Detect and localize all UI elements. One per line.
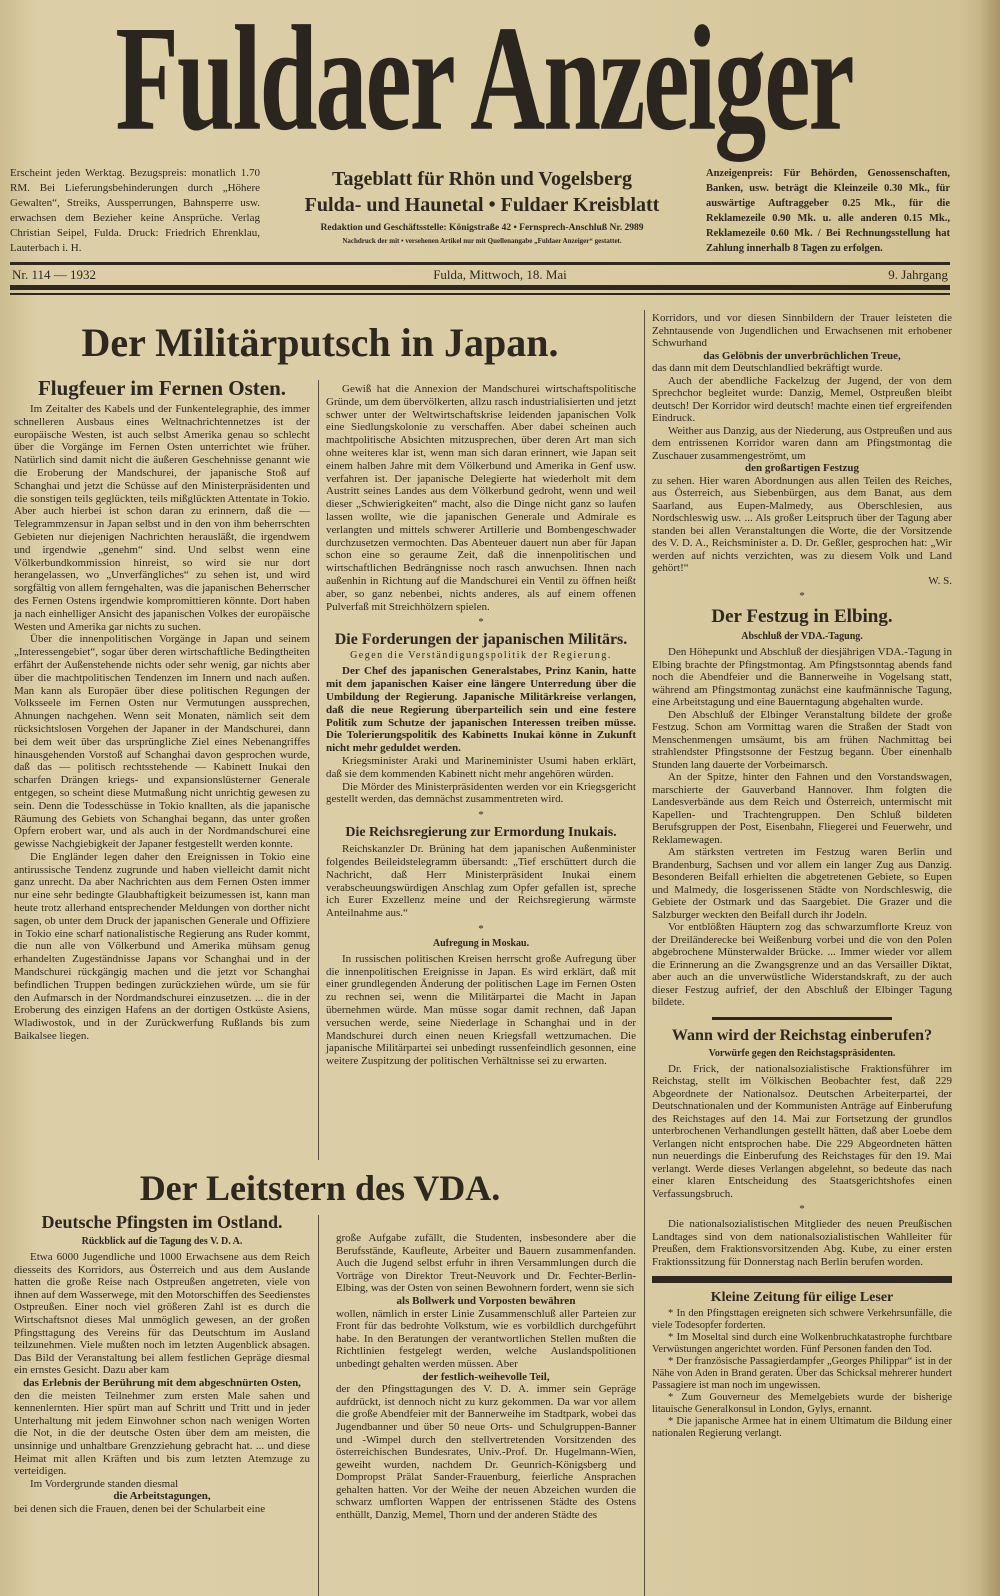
paragraph: Die Mörder des Ministerpräsidenten werden vor ein Kriegsgericht gestellt werden, das demnächst zusammentreten wird.: [326, 780, 636, 806]
news-item: * Im Moseltal sind durch eine Wolkenbruchkatastrophe furchtbare Verwüstungen angerichtet worden. Fünf Personen fanden den Tod.: [652, 1332, 952, 1355]
article-subtitle: Gegen die Verständigungspolitik der Regierung.: [350, 650, 612, 662]
article-flugfeuer: [14, 375, 310, 1043]
paragraph: Auch der abendliche Fackelzug der Jugend, der von dem Sprechchor begleitet wurde: Danzig, Memel, Ostpreußen bleibt deutsch! Der Korridor wird deutsch! machte einen tief ergreifenden Eindruck.: [652, 374, 952, 424]
news-item: * Die japanische Armee hat in einem Ultimatum die Bildung einer nationalen Regierung verlangt.: [652, 1416, 952, 1439]
article-subtitle: Rückblick auf die Tagung des V. D. A.: [81, 1236, 243, 1247]
subscription-notice: Erscheint jeden Werktag. Bezugspreis: monatlich 1.70 RM. Bei Lieferungsbehinderungen durch „Höhere Gewalten“, Streiks, Aussperrungen, Bahnsperre usw. erwachsen dem Bezieher keine Ansprüche. Verlag Christian Seipel, Fulda. Druck: Friedrich Ehrenklau, Lauterbach i. H.: [10, 167, 260, 254]
masthead-center: [266, 166, 698, 246]
paragraph: Den Abschluß der Elbinger Veranstaltung bildete der große Festzug. Schon am Vormittag waren die Straßen der Stadt von Menschenmengen umsäumt, bis am frühen Nachmittag bei strahlendster Pfingstsonne der Festzug begann. Über einenhalb Stunden lang dauerte der Vorbeimarsch.: [652, 708, 952, 771]
masthead-title: Fuldaer Anzeiger: [115, 0, 853, 163]
page-edge: [978, 0, 1000, 1596]
paragraph: den die meisten Teilnehmer zum ersten Male sahen und kennenlernten. Hier spürt man auf Schritt und Tritt und in jeder Unterhaltung mit jedem Einwohner schon nach wenigen Worten die Not, in die der deutsche Osten über dem am meisten, die unsinnige und unhaltbare Grenzziehung gebracht hat. ... und diese Heimat mit allen Kräften und bis zum letzten Atemzuge zu verteidigen.: [14, 1389, 310, 1478]
separator-star: *: [799, 590, 805, 602]
emphasis-line: das Erlebnis der Berührung mit dem abgeschnürten Osten,: [23, 1376, 301, 1389]
article-subtitle: Vorwürfe gegen den Reichstagspräsidenten.: [708, 1047, 896, 1059]
paragraph: Die Engländer legen daher den Ereignissen in Tokio eine antirussische Tendenz zugrunde und haben vielleicht damit nicht ganz unrecht. Da aber Nachrichten aus dem Fernen Osten immer nur eine sehr bedingte Glaubhaftigkeit beizumessen ist, kann man heute trotz allerhand entsprechender Meldungen von dorther nicht sagen, ob unter dem Druck der japanischen Generale und Offiziere in Tokio eine scharf nationalistische Regierung ans Ruder kommt, die nun alle von Völkerbund und Amerika mühsam genug erhandelten Zugeständnisse Japans vor Schanghai und in der Mandschurei rückgängig machen und die jetzt vor Schanghai befindlichen Truppen bedingen zurückziehen würde, um sie für den Aufmarsch in der Nordmandschurei einzusetzen. ... die in der Eroberung des einzigen Hafens an der dortigen Ostküste Asiens, Wladiwostok, und in der Zurückwerfung Rußlands bis zum Baikalsee liegen.: [14, 850, 310, 1043]
separator-star: *: [478, 616, 484, 629]
article-title: Der Festzug in Elbing.: [711, 606, 893, 627]
paragraph: Die nationalsozialistischen Mitglieder des neuen Preußischen Landtages sind von dem nationalsozialistischen Wahlleiter für Preußen, dem Fraktionsvorsitzenden Abg. Kube, zu einer ersten Fraktionssitzung für Donnerstag nach Berlin berufen worden.: [652, 1218, 952, 1268]
separator-star: *: [478, 922, 484, 935]
reprint-note: Nachdruck der mit • versehenen Artikel nur mit Quellenangabe „Fuldaer Anzeiger“ gestattet.: [342, 237, 622, 245]
news-item: * Zum Gouverneur des Memelgebiets wurde der bisherige litauische Generalkonsul in London, Gylys, ernannt.: [652, 1392, 952, 1415]
lead-headline: Der Militärputsch in Japan.: [81, 320, 559, 365]
separator-star: *: [799, 1203, 805, 1215]
paragraph: Etwa 6000 Jugendliche und 1000 Erwachsene aus dem Reich diesseits des Korridors, aus Österreich und aus dem Auslande hatten die große Reise nach Ostpreußen angetreten, viele von ihnen auf dem Wasserwege, mit den Motorschiffen des Seedienstes Ostpreußen. Einer noch viel größeren Zahl ist es durch die Wirtschaftsnot dieses Mal unmöglich gewesen, an der großen Pfingsttagung des Vereins für das Deutschtum im Ausland teilzunehmen. Viele mußten noch im letzten Augenblick absagen. Das Bild der Veranstaltung bei allem festlichen Gepräge diesmal ein ernstes Gesicht. Dazu aber kam: [14, 1251, 310, 1377]
paragraph: Weither aus Danzig, aus der Niederung, aus Ostpreußen und aus dem entrissenen Korridor waren dann am Pfingstmontag die Zuschauer zusammengeströmt, um: [652, 424, 952, 462]
paragraph: Kriegsminister Araki und Marineminister Usumi haben erklärt, daß sie dem kommenden Kabinett nicht mehr angehören würden.: [326, 754, 636, 780]
article-subtitle: Abschluß der VDA.-Tagung.: [741, 631, 863, 642]
news-item: * Der französische Passagierdampfer „Georges Philippar“ ist in der Nähe von Aden in Brand geraten. Über das Schicksal mehrerer hundert Passagiere ist man noch im ungewissen.: [652, 1356, 952, 1391]
emphasis-line: als Bollwerk und Vorposten bewähren: [396, 1294, 576, 1307]
paragraph: Im Zeitalter des Kabels und der Funkentelegraphie, des immer schnelleren Ausbaus eines Weltnachrichtennetzes ist der europäische Westen, ist auch selbst Amerika genau so schlecht über die Vorgänge im Fernen Osten unterrichtet wie früher. Natürlich sind damit nicht die äußeren Geschehnisse genannt wie die Eroberung der Mandschurei, der japanische Stoß auf Schanghai und jetzt die Schüsse auf den Ministerpräsidenten und die sonstigen teils geglückten, teils mißglückten Attentate in Tokio. Aber auch hierbei ist schon daran zu erinnern, daß die — Telegrammzensur in Japan selbst und in den von ihm beherrschten Gebieten nur diejenigen Nachrichten herausläßt, die irgendwem und irgendwie „genehm“ sind. Und selbst wenn eine Völkerbundkommission hinreist, so wird sie nur dort herangelassen, wo „Unverfängliches“ zu sehen ist, und wird sorgfältig von allem ferngehalten, was die japanischen Beherrscher des Fernen Ostens irgendwie kompromittieren könnte. Dort haben ja nach einhelliger Ansicht des japanischen Volkes der europäische Westen und Amerika gar nichts zu suchen.: [14, 403, 310, 633]
paragraph: bei denen sich die Frauen, denen bei der Schularbeit eine: [14, 1502, 266, 1515]
ad-price-notice: Anzeigenpreis: Für Behörden, Genossenschaften, Banken, usw. beträgt die Kleinzeile 0.30 Mk., für auswärtige Auftraggeber 0.25 Mk., für die Reklamezeile 0.90 Mk. u. alle anderen 0.15 Mk., Reklamezeile 0.60 Mk. / Bei Rechnungsstellung hat Zahlung innerhalb 8 Tagen zu erfolgen.: [706, 168, 950, 254]
article-title: Die Forderungen der japanischen Militärs.: [334, 631, 628, 649]
paragraph: Der Chef des japanischen Generalstabes, Prinz Kanin, hatte mit dem japanischen Kaiser eine längere Unterredung über die Umbildung der Regierung. Japanische Militärkreise verlangen, daß die neue Regierung überparteilich sein und eine festere Politik zum Schutze der japanischen Interessen treiben müsse. Die Tolerierungspolitik des Kabinetts Inukai könne in Zukunft nicht mehr geduldet werden.: [326, 665, 636, 755]
paragraph: An der Spitze, hinter den Fahnen und den Vorstandswagen, marschierte der Gauverband Hannover. Ihm folgten die Landesverbände aus dem Reich und Österreich, untermischt mit Kapellen- und Trachtengruppen. Den Schluß bildeten Berufsgruppen der Post, Eisenbahn, Fliegerei und Feuerwehr, und Reklamewagen.: [652, 771, 952, 846]
paragraph: Dr. Frick, der nationalsozialistische Fraktionsführer im Reichstag, stellt im Völkischen Beobachter fest, daß 229 Abgeordnete der Nationalsoz. Deutschen Arbeiterpartei, der Deutschnationalen und der Kommunisten Anträge auf Einberufung des Reichstages auf den 14. Mai zur Fortsetzung der grundlos unterbrochenen Verhandlungen gestellt hätten, daß aber Loebe dem Verlangen nicht entsprochen habe. Die 229 Abgeordneten hätten nun neuerdings die Einberufung des Reichstages für den 19. Mai verlangt. Werde dieses Verlangen abgelehnt, so bedeute das nach einer klaren Entscheidung des Staatsgerichtshofes einen Verfassungsbruch.: [652, 1062, 952, 1200]
paragraph: große Aufgabe zufällt, die Studenten, insbesondere aber die Berufsstände, Kaufleute, Arbeiter und Bauern zusammenfanden. Auch die Jugend selbst erfuhr in ihren Versammlungen durch die Vorträge von Direktor Treut-Neuvork und Dr. Fechter-Berlin-Elbing, was der Osten von seinen Bewohnern fordert, wenn sie sich: [336, 1232, 636, 1295]
paragraph: Im Vordergrunde standen diesmal: [30, 1477, 179, 1490]
rule: [10, 262, 950, 265]
masthead-address: Redaktion und Geschäftsstelle: Königstraße 42 • Fernsprech-Anschluß Nr. 2989: [320, 223, 644, 233]
article-title: Deutsche Pfingsten im Ostland.: [41, 1212, 283, 1232]
paragraph: Über die innenpolitischen Vorgänge in Japan und seinem „Interessengebiet“, sogar über deren wirtschaftliche Bedingtheiten erfährt der Außenstehende nichts oder sehr wenig, gar nichts aber über die machtpolitischen Tendenzen im Innern und nach außen. Man kann als Europäer über diese politischen Regungen der Volksseele im Fernen Osten nur Vermutungen aussprechen, Ahnungen nachgehen. Wenn seit Monaten, nämlich seit dem rücksichtslosen Vorgehen der Japaner in der Mandschurei, dann bei dem weit über das ursprüngliche Ziel eines Nebenangriffes hinausgehenden Vorstoß auf Schanghai davon gesprochen wurde, daß das — politisch rechtsstehende — Kabinett Inukai den scharfen Drängen kriegs- und expansionslüsterner Generale entgegen, so scheint diese Mutmaßung nicht unrichtig gewesen zu sein. Denn die Todesschüsse in Tokio knallten, als die japanische Räumung des Gebiets von Schanghai begann, das unter großen Opfern erobert war, und als auch in der Nordmandschurei eine gewisse Nachgiebigkeit der Japaner festgestellt werden konnte.: [14, 633, 310, 851]
emphasis-line: den großartigen Festzug: [744, 462, 860, 474]
issue-number: Nr. 114 — 1932: [12, 267, 97, 282]
emphasis-line: der festlich-weihevolle Teil,: [422, 1370, 550, 1383]
paragraph: In russischen politischen Kreisen herrscht große Aufregung über die innenpolitischen Ereignisse in Japan. Es wird erklärt, daß mit einer grundlegenden Änderung der politischen Lage im Fernen Osten zu rechnen sei, wenn die Militärpartei die Macht in Japan übernehmen würde. Man müsse sogar damit rechnen, daß Japan versuchen werde, seine Niederlage in Schanghai und in der Mandschurei durch einen neuen Kriegsfall wettzumachen. Die japanische Militärpartei sei unbedingt russenfeindlich gesonnen, eine weitere Zuspitzung der politischen Verhältnisse sei zu erwarten.: [326, 952, 636, 1068]
paragraph: das dann mit dem Deutschlandlied bekräftigt wurde.: [652, 362, 883, 374]
paragraph: Den Höhepunkt und Abschluß der diesjährigen VDA.-Tagung in Elbing brachte der Pfingstmontag. Am Pfingstsonntag abends fand noch die Abendfeier und die Bannerweihe in Vogelsang statt, während am Pfingstmontag zunächst eine kaufmännische Tagung, eine Arbeitstagung und eine Bauerntagung abgehalten wurde.: [652, 646, 952, 708]
section-rule: [712, 1017, 892, 1020]
article-title: Kleine Zeitung für eilige Leser: [710, 1290, 894, 1305]
article-title: Wann wird der Reichstag einberufen?: [671, 1026, 933, 1044]
column-rule: [318, 1215, 319, 1596]
emphasis-line: das Gelöbnis der unverbrüchlichen Treue,: [703, 349, 901, 362]
rule: [10, 293, 950, 295]
column-rule: [318, 380, 319, 1160]
column-rule: [644, 310, 645, 1596]
vda-headline: Der Leitstern des VDA.: [139, 1168, 501, 1208]
issue-date: Fulda, Mittwoch, 18. Mai: [433, 267, 567, 282]
paragraph: Vor entblößten Häuptern zog das schwarzumflorte Kreuz von der Dreiländerecke bei Weißenburg vorbei und die von den Polen abgebrochene Münsterwalder Brücke. ... Immer wieder vor allem die Erinnerung an die Zwangsgrenze und an das Versailler Diktat, aber auch an die unverwüstliche Widerstandskraft, zu der auch dieser Festzug aufrief, der den Abschluß der Elbinger Tagung bildete.: [652, 921, 952, 1008]
masthead-subtitle-1: Tageblatt für Rhön und Vogelsberg: [331, 168, 633, 190]
separator-star: *: [478, 809, 484, 822]
article-japan-middle: [326, 383, 636, 1068]
right-column: [652, 312, 952, 1440]
paragraph: Am stärksten vertreten im Festzug waren Berlin und Brandenburg, Sachsen und vor allem ein langer Zug aus Danzig. Besonderen Beifall erhielten die abgetretenen Gebiete, so Eupen und Malmedy, die losgerissenen Städte von Nordschleswig, die Gebiete der Ostmark und das Saargebiet. Die Grazer und die Salzburger weckten den Beifall durch ihr Jodeln.: [652, 846, 952, 921]
article-pfingsten: [14, 1212, 310, 1515]
emphasis-line: die Arbeitstagungen,: [113, 1490, 211, 1503]
paragraph: zu sehen. Hier waren Abordnungen aus allen Teilen des Reiches, aus Österreich, aus Siebenbürgen, aus dem Banat, aus dem Saarland, aus Eupen-Malmedy, aus Oberschlesien, aus Nordschleswig usw. ... Als großer Leitspruch über der Tagung aber standen bei allen Veranstaltungen die Worte, die der Vorsitzende des V. D. A., Reichsminister a. D. Dr. Geßler, gesprochen hat: „Wir werden auf nichts verzichten, was zu diesem Volk und Land gehört!“: [652, 474, 952, 574]
section-bar: [652, 1276, 952, 1283]
author-signature: W. S.: [928, 574, 952, 587]
paragraph: Gewiß hat die Annexion der Mandschurei wirtschaftspolitische Gründe, um dem übervölkerten, allzu rasch industrialisierten und jetzt schwer unter der Weltwirtschaftskrise leidenden japanischen Volk eine Siedlungskolonie zu verschaffen. Aber dabei scheinen auch machtpolitische Absichten mitzusprechen, über deren Art man sich ohne weiteres klar ist, wenn man sich daran erinnert, wie Japan seit einem halben Jahre mit dem Völkerbund und Amerika in Genf usw. verfahren ist. Der japanische Delegierte hat wiederholt mit dem Austritt seines Landes aus dem Völkerbund gedroht, wenn und weil dieser „Schwierigkeiten“ macht, also die Dinge nicht ganz so laufen lassen wollte, wie die japanischen Generale und Admirale es verlangten und mittels schwerer Artillerie und Bombengeschwader durchzusetzen vermochten. Das Abenteuer dauert nun aber für Japan schon eine so geraume Zeit, daß die innenpolitischen und wirtschaftlichen Bedrängnisse noch rasch anwuchsen. Ihnen nach außenhin in Richtung auf die Mandschurei ein Ventil zu öffnen heißt aber, so ganz nebenbei, nichts anderes, als auf einem offenen Pulverfaß mit Streichhölzern spielen.: [326, 383, 636, 613]
paragraph: der den Pfingsttagungen des V. D. A. immer sein Gepräge aufdrückt, ist dennoch nicht zu kurz gekommen. Da war vor allem die große Abendfeier mit der Bannerweihe im Stadtpark, wobei das Jugendbanner und über 50 neue Orts- und Schulgruppen-Banner und -Wimpel durch den stellvertretenden Vorsitzenden des österreichischen Bundesrates, Univ.-Prof. Dr. Hugelmann-Wien, geweiht wurden, nachdem Dr. Geunrich-Königsberg und Dompropst Prälat Sander-Frauenburg, feierliche Ansprachen gehalten hatten. Vor der Weihe der neuen Abzeichen wurden die schwarz umflorten Wappen der entrissenen Städte des Ostens enthüllt, Danzig, Memel, Thorn und der anderen Städte des: [336, 1383, 636, 1522]
masthead-subtitle-2: Fulda- und Haunetal • Fuldaer Kreisblatt: [304, 194, 660, 216]
article-subtitle: Aufregung in Moskau.: [432, 937, 530, 949]
paragraph: wollen, nämlich in erster Linie Zusammenschluß aller Parteien zur Front für das bedrohte Volkstum, wie es vorbildlich durchgeführt habe. In den Beratungen der verantwortlichen Stellen mußten die Richtlinien festgelegt werden, welche Auslandspolitionen unbedingt gehalten werden müssen. Aber: [336, 1307, 636, 1370]
article-title: Flugfeuer im Fernen Osten.: [37, 376, 287, 400]
rule: [10, 285, 950, 290]
news-item: * In den Pfingsttagen ereigneten sich schwere Verkehrsunfälle, die viele Todesopfer forderten.: [652, 1308, 952, 1331]
paragraph: Reichskanzler Dr. Brüning hat dem japanischen Außenminister folgendes Beileidstelegramm übersandt: „Tief erschüttert durch die Nachricht, daß Herr Ministerpräsident Inukai einem verabscheuungswürdigen Anschlag zum Opfer gefallen ist, spreche ich Eurer Exzellenz meine und der Reichsregierung wärmste Anteilnahme aus.“: [326, 843, 636, 920]
article-title: Die Reichsregierung zur Ermordung Inukais.: [345, 825, 617, 841]
volume: 9. Jahrgang: [888, 267, 948, 282]
article-pfingsten-continued: [336, 1232, 636, 1522]
paragraph: Korridors, und vor diesen Sinnbildern der Trauer leisteten die Zehntausende von Jugendlichen und Erwachsenen mit erhobener Schwurhand: [652, 312, 952, 349]
